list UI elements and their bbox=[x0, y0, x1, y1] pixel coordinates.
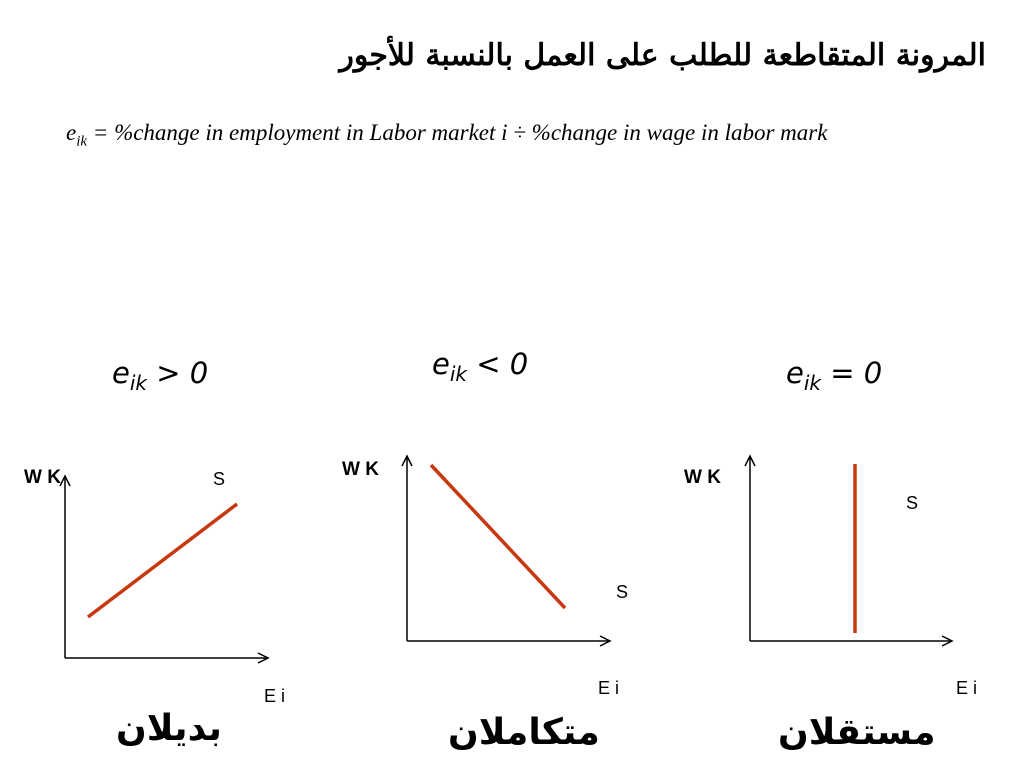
formula-e: e bbox=[66, 120, 77, 145]
slide-title: المرونة المتقاطعة للطلب على العمل بالنسبة للأجور bbox=[339, 38, 986, 73]
condition-rest: > 0 bbox=[146, 356, 209, 390]
condition-base: e bbox=[112, 356, 130, 390]
condition-rest: < 0 bbox=[466, 347, 529, 381]
condition-base: e bbox=[786, 356, 804, 390]
caption-complements: متكاملان bbox=[448, 712, 600, 753]
condition-subscript: ik bbox=[129, 370, 147, 395]
x-axis-label: E i bbox=[598, 678, 620, 698]
formula-subscript: ik bbox=[76, 133, 88, 150]
y-axis-label: W K bbox=[684, 467, 721, 488]
y-axis-label: W K bbox=[342, 459, 379, 480]
caption-independent: مستقلان bbox=[778, 712, 936, 753]
x-axis-label: E i bbox=[956, 678, 978, 698]
condition-rest: = 0 bbox=[820, 356, 883, 390]
x-axis-label: E i bbox=[264, 686, 286, 706]
condition-subscript: ik bbox=[449, 361, 467, 386]
caption-substitutes: بديلان bbox=[116, 708, 222, 749]
formula-rhs: = %change in employment in Labor market i ÷ %change in wage in labor mark bbox=[87, 120, 828, 145]
condition-base: e bbox=[432, 347, 450, 381]
condition-subscript: ik bbox=[803, 370, 821, 395]
curve-label: S bbox=[213, 469, 226, 489]
y-axis-label: W K bbox=[24, 467, 61, 488]
curve-label: S bbox=[906, 493, 919, 513]
curve-label: S bbox=[616, 582, 629, 602]
